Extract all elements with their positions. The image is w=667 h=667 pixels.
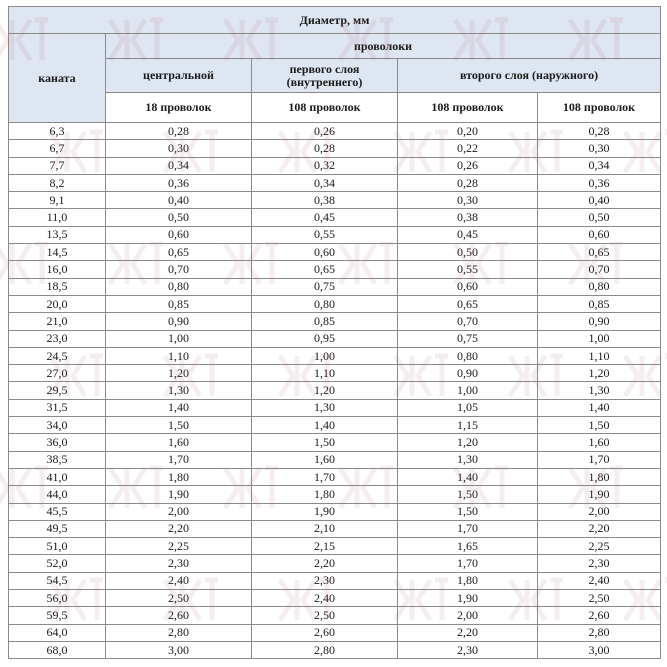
table-row: [9, 313, 661, 330]
first-layer-cell: 0,75: [252, 278, 398, 295]
rope-diameter-cell: 27,0: [9, 365, 106, 382]
first-layer-cell: 0,95: [252, 330, 398, 347]
rope-diameter-cell: 9,1: [9, 192, 106, 209]
table-row: [9, 140, 661, 157]
table-row: [9, 261, 661, 278]
table-row: [9, 486, 661, 503]
second-layer-cell-a: 0,75: [398, 330, 538, 347]
first-layer-cell: 1,00: [252, 347, 398, 364]
first-layer-cell: 2,40: [252, 590, 398, 607]
table-row: [9, 572, 661, 589]
central-wire-cell: 0,70: [106, 261, 252, 278]
second-layer-cell-a: 1,50: [398, 503, 538, 520]
wire-count-second-layer-a: 108 проволок: [398, 93, 538, 123]
rope-diameter-cell: 24,5: [9, 347, 106, 364]
central-wire-cell: 2,40: [106, 572, 252, 589]
second-layer-cell-b: 1,70: [538, 451, 661, 468]
rope-diameter-cell: 34,0: [9, 417, 106, 434]
central-wire-cell: 1,00: [106, 330, 252, 347]
central-wire-cell: 2,20: [106, 520, 252, 537]
rope-diameter-cell: 16,0: [9, 261, 106, 278]
table-row: [9, 209, 661, 226]
first-layer-cell: 2,60: [252, 624, 398, 641]
second-layer-cell-b: 2,30: [538, 555, 661, 572]
rope-diameter-cell: 56,0: [9, 590, 106, 607]
first-layer-cell: 0,65: [252, 261, 398, 278]
second-layer-cell-a: 1,65: [398, 538, 538, 555]
table-row: [9, 295, 661, 312]
rope-diameter-cell: 7,7: [9, 157, 106, 174]
second-layer-cell-b: 1,20: [538, 365, 661, 382]
second-layer-cell-a: 1,90: [398, 590, 538, 607]
table-row: [9, 399, 661, 416]
second-layer-cell-a: 0,65: [398, 295, 538, 312]
table-row: [9, 538, 661, 555]
second-layer-cell-a: 0,20: [398, 123, 538, 140]
second-layer-cell-a: 1,70: [398, 520, 538, 537]
table-row: [9, 624, 661, 641]
table-row: [9, 174, 661, 191]
second-layer-cell-a: 1,70: [398, 555, 538, 572]
second-layer-cell-a: 0,90: [398, 365, 538, 382]
second-layer-cell-b: 0,28: [538, 123, 661, 140]
central-wire-cell: 0,80: [106, 278, 252, 295]
second-layer-cell-a: 1,00: [398, 382, 538, 399]
second-layer-cell-b: 2,60: [538, 607, 661, 624]
central-wire-cell: 1,60: [106, 434, 252, 451]
second-layer-cell-b: 2,50: [538, 590, 661, 607]
second-layer-cell-a: 1,20: [398, 434, 538, 451]
central-wire-cell: 1,80: [106, 468, 252, 485]
first-layer-cell: 2,30: [252, 572, 398, 589]
rope-diameter-cell: 13,5: [9, 226, 106, 243]
second-layer-cell-a: 0,22: [398, 140, 538, 157]
second-layer-cell-b: 1,00: [538, 330, 661, 347]
central-wire-cell: 1,10: [106, 347, 252, 364]
rope-diameter-cell: 49,5: [9, 520, 106, 537]
second-layer-cell-a: 2,30: [398, 641, 538, 658]
second-layer-cell-b: 3,00: [538, 641, 661, 658]
rope-diameter-cell: 18,5: [9, 278, 106, 295]
second-layer-cell-b: 2,40: [538, 572, 661, 589]
second-layer-cell-a: 1,30: [398, 451, 538, 468]
rope-diameter-cell: 44,0: [9, 486, 106, 503]
table-body: [9, 123, 661, 659]
second-layer-cell-b: 1,50: [538, 417, 661, 434]
first-layer-cell: 1,70: [252, 468, 398, 485]
table-row: [9, 451, 661, 468]
rope-diameter-cell: 8,2: [9, 174, 106, 191]
central-wire-cell: 1,50: [106, 417, 252, 434]
first-layer-cell: 0,28: [252, 140, 398, 157]
first-layer-cell: 1,50: [252, 434, 398, 451]
central-wire-cell: 0,60: [106, 226, 252, 243]
table-row: [9, 157, 661, 174]
rope-diameter-cell: 6,3: [9, 123, 106, 140]
table-row: [9, 520, 661, 537]
rope-diameter-table: [8, 6, 661, 659]
rope-diameter-cell: 23,0: [9, 330, 106, 347]
rope-diameter-cell: 36,0: [9, 434, 106, 451]
table-row: [9, 382, 661, 399]
central-wire-cell: 1,90: [106, 486, 252, 503]
table-row: [9, 278, 661, 295]
second-layer-cell-b: 0,90: [538, 313, 661, 330]
central-wire-cell: 0,50: [106, 209, 252, 226]
first-layer-cell: 2,80: [252, 641, 398, 658]
central-wire-cell: 0,30: [106, 140, 252, 157]
table-row: [9, 641, 661, 658]
second-layer-cell-b: 0,70: [538, 261, 661, 278]
second-layer-cell-a: 2,20: [398, 624, 538, 641]
rope-diameter-cell: 11,0: [9, 209, 106, 226]
first-layer-cell: 0,60: [252, 244, 398, 261]
second-layer-cell-b: 2,25: [538, 538, 661, 555]
second-layer-cell-a: 1,80: [398, 572, 538, 589]
table-row: [9, 555, 661, 572]
central-wire-cell: 1,20: [106, 365, 252, 382]
second-layer-cell-a: 1,40: [398, 468, 538, 485]
second-layer-cell-b: 1,80: [538, 468, 661, 485]
central-wire-cell: 2,30: [106, 555, 252, 572]
wires-header: проволоки: [106, 34, 661, 59]
second-layer-cell-a: 0,50: [398, 244, 538, 261]
table-row: [9, 468, 661, 485]
first-layer-cell: 0,45: [252, 209, 398, 226]
first-layer-cell: 1,90: [252, 503, 398, 520]
first-layer-cell: 1,60: [252, 451, 398, 468]
second-layer-cell-b: 1,60: [538, 434, 661, 451]
first-layer-cell: 0,55: [252, 226, 398, 243]
rope-diameter-cell: 20,0: [9, 295, 106, 312]
first-layer-cell: 1,80: [252, 486, 398, 503]
second-layer-cell-b: 0,34: [538, 157, 661, 174]
second-layer-cell-a: 0,80: [398, 347, 538, 364]
first-layer-cell: 0,26: [252, 123, 398, 140]
central-wire-cell: 2,00: [106, 503, 252, 520]
table-row: [9, 607, 661, 624]
central-wire-header: центральной: [106, 59, 252, 93]
first-layer-cell: 1,20: [252, 382, 398, 399]
table-row: [9, 417, 661, 434]
rope-diameter-cell: 21,0: [9, 313, 106, 330]
second-layer-cell-b: 0,85: [538, 295, 661, 312]
central-wire-cell: 1,70: [106, 451, 252, 468]
second-layer-cell-b: 0,80: [538, 278, 661, 295]
table-row: [9, 226, 661, 243]
rope-diameter-cell: 38,5: [9, 451, 106, 468]
second-layer-cell-b: 1,10: [538, 347, 661, 364]
second-layer-cell-b: 0,65: [538, 244, 661, 261]
first-layer-cell: 0,80: [252, 295, 398, 312]
rope-diameter-cell: 41,0: [9, 468, 106, 485]
second-layer-header: второго слоя (наружного): [398, 59, 661, 93]
rope-header: каната: [9, 34, 106, 123]
table-row: [9, 590, 661, 607]
rope-diameter-cell: 29,5: [9, 382, 106, 399]
second-layer-cell-a: 0,45: [398, 226, 538, 243]
rope-diameter-cell: 68,0: [9, 641, 106, 658]
table-title: Диаметр, мм: [9, 7, 661, 34]
first-layer-cell: 1,10: [252, 365, 398, 382]
central-wire-cell: 3,00: [106, 641, 252, 658]
first-layer-cell: 0,85: [252, 313, 398, 330]
second-layer-cell-a: 1,05: [398, 399, 538, 416]
second-layer-cell-b: 2,80: [538, 624, 661, 641]
rope-diameter-cell: 54,5: [9, 572, 106, 589]
table-row: [9, 330, 661, 347]
central-wire-cell: 1,30: [106, 382, 252, 399]
central-wire-cell: 0,34: [106, 157, 252, 174]
rope-diameter-cell: 52,0: [9, 555, 106, 572]
central-wire-cell: 0,40: [106, 192, 252, 209]
central-wire-cell: 2,50: [106, 590, 252, 607]
first-layer-cell: 2,10: [252, 520, 398, 537]
first-layer-cell: 0,34: [252, 174, 398, 191]
central-wire-cell: 2,80: [106, 624, 252, 641]
first-layer-cell: 1,30: [252, 399, 398, 416]
second-layer-cell-a: 1,15: [398, 417, 538, 434]
central-wire-cell: 2,60: [106, 607, 252, 624]
second-layer-cell-a: 2,00: [398, 607, 538, 624]
second-layer-cell-b: 0,40: [538, 192, 661, 209]
first-layer-cell: 0,32: [252, 157, 398, 174]
wire-count-first-layer: 108 проволок: [252, 93, 398, 123]
table-row: [9, 123, 661, 140]
wire-count-second-layer-b: 108 проволок: [538, 93, 661, 123]
rope-diameter-cell: 64,0: [9, 624, 106, 641]
second-layer-cell-a: 0,60: [398, 278, 538, 295]
table-row: [9, 192, 661, 209]
table-row: [9, 503, 661, 520]
second-layer-cell-a: 0,30: [398, 192, 538, 209]
central-wire-cell: 2,25: [106, 538, 252, 555]
table-row: [9, 244, 661, 261]
central-wire-cell: 0,36: [106, 174, 252, 191]
table-row: [9, 434, 661, 451]
first-layer-cell: 0,38: [252, 192, 398, 209]
second-layer-cell-b: 0,30: [538, 140, 661, 157]
table-row: [9, 365, 661, 382]
second-layer-cell-a: 0,38: [398, 209, 538, 226]
table-row: [9, 347, 661, 364]
central-wire-cell: 0,65: [106, 244, 252, 261]
second-layer-cell-b: 0,36: [538, 174, 661, 191]
rope-diameter-cell: 59,5: [9, 607, 106, 624]
wire-count-central: 18 проволок: [106, 93, 252, 123]
central-wire-cell: 0,28: [106, 123, 252, 140]
second-layer-cell-b: 1,40: [538, 399, 661, 416]
second-layer-cell-b: 2,20: [538, 520, 661, 537]
second-layer-cell-a: 0,55: [398, 261, 538, 278]
first-layer-cell: 2,15: [252, 538, 398, 555]
central-wire-cell: 0,85: [106, 295, 252, 312]
rope-diameter-cell: 14,5: [9, 244, 106, 261]
rope-diameter-cell: 51,0: [9, 538, 106, 555]
central-wire-cell: 1,40: [106, 399, 252, 416]
central-wire-cell: 0,90: [106, 313, 252, 330]
rope-diameter-cell: 6,7: [9, 140, 106, 157]
first-layer-cell: 2,50: [252, 607, 398, 624]
second-layer-cell-b: 0,50: [538, 209, 661, 226]
second-layer-cell-a: 0,70: [398, 313, 538, 330]
rope-diameter-cell: 45,5: [9, 503, 106, 520]
rope-diameter-cell: 31,5: [9, 399, 106, 416]
first-layer-cell: 1,40: [252, 417, 398, 434]
second-layer-cell-a: 0,28: [398, 174, 538, 191]
second-layer-cell-b: 0,60: [538, 226, 661, 243]
first-layer-cell: 2,20: [252, 555, 398, 572]
second-layer-cell-a: 1,50: [398, 486, 538, 503]
second-layer-cell-b: 1,30: [538, 382, 661, 399]
second-layer-cell-a: 0,26: [398, 157, 538, 174]
second-layer-cell-b: 1,90: [538, 486, 661, 503]
second-layer-cell-b: 2,00: [538, 503, 661, 520]
first-layer-header: первого слоя (внутреннего): [252, 59, 398, 93]
